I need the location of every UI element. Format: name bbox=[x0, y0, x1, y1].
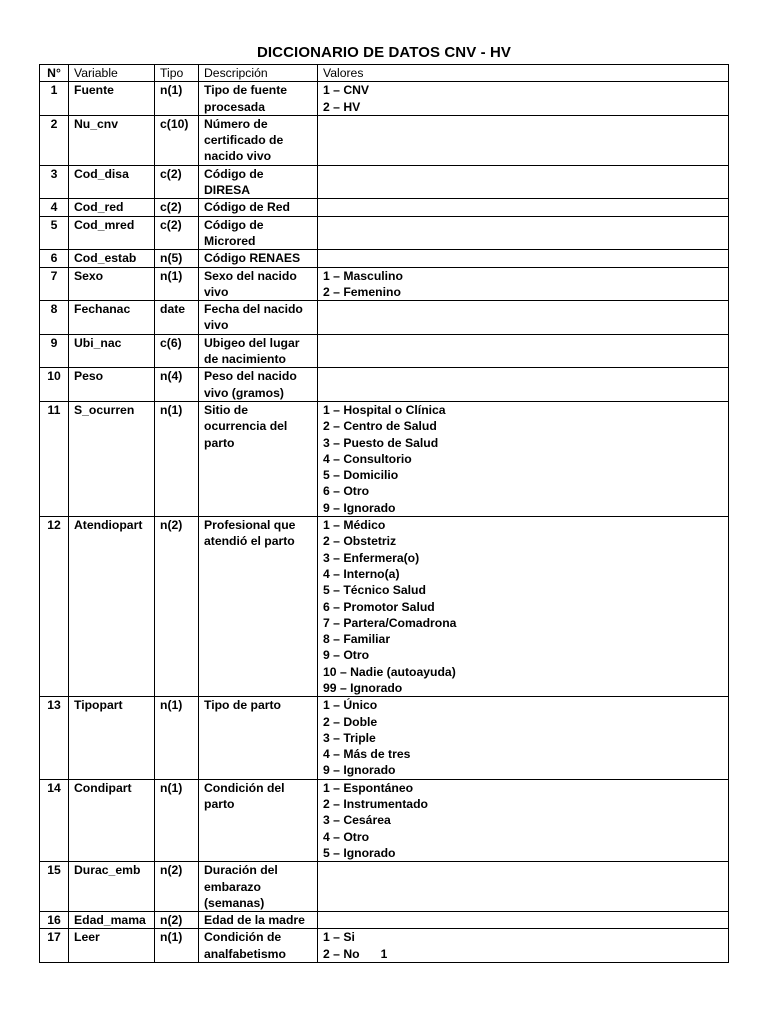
header-num: N° bbox=[40, 65, 69, 82]
cell-valores bbox=[318, 267, 729, 301]
cell-valores bbox=[318, 250, 729, 267]
value-option: 3 – Puesto de Salud bbox=[323, 435, 439, 450]
cell-tipo: n(1) bbox=[155, 929, 199, 963]
cell-descripcion: Tipo de parto bbox=[199, 697, 318, 779]
cell-variable: Condipart bbox=[69, 779, 155, 861]
table-row bbox=[40, 401, 729, 516]
cell-descripcion: Código RENAES bbox=[199, 250, 318, 267]
cell-num: 7 bbox=[40, 267, 69, 301]
value-option: 5 – Domicilio bbox=[323, 468, 399, 483]
cell-num: 2 bbox=[40, 115, 69, 165]
cell-valores bbox=[318, 82, 729, 116]
cell-descripcion: Peso del nacido vivo (gramos) bbox=[199, 368, 318, 402]
cell-descripcion: Fecha del nacido vivo bbox=[199, 301, 318, 335]
table-row bbox=[40, 267, 729, 301]
cell-descripcion: Sexo del nacido vivo bbox=[199, 267, 318, 301]
value-option: 4 – Consultorio bbox=[323, 451, 412, 466]
cell-valores bbox=[318, 862, 729, 912]
cell-valores bbox=[318, 368, 729, 402]
cell-descripcion: Condición de analfabetismo bbox=[199, 929, 318, 963]
cell-variable: Atendiopart bbox=[69, 517, 155, 697]
table-row bbox=[40, 301, 729, 335]
cell-variable: Fuente bbox=[69, 82, 155, 116]
value-option: 1 – Único bbox=[323, 698, 378, 713]
cell-descripcion: Ubigeo del lugar de nacimiento bbox=[199, 334, 318, 368]
table-row bbox=[40, 517, 729, 697]
cell-num: 5 bbox=[40, 216, 69, 250]
value-option: 3 – Enfermera(o) bbox=[323, 550, 420, 565]
value-option: 1 – Si bbox=[323, 930, 355, 945]
cell-num: 1 bbox=[40, 82, 69, 116]
cell-valores bbox=[318, 401, 729, 516]
value-option: 9 – Ignorado bbox=[323, 763, 396, 778]
cell-descripcion: Duración del embarazo (semanas) bbox=[199, 862, 318, 912]
cell-num: 6 bbox=[40, 250, 69, 267]
table-row bbox=[40, 862, 729, 912]
cell-tipo: n(1) bbox=[155, 267, 199, 301]
cell-num: 12 bbox=[40, 517, 69, 697]
value-option: 2 – No bbox=[323, 946, 360, 961]
value-option: 6 – Promotor Salud bbox=[323, 599, 435, 614]
table-row bbox=[40, 912, 729, 929]
header-valores: Valores bbox=[318, 65, 729, 82]
value-option: 8 – Familiar bbox=[323, 632, 391, 647]
cell-variable: Peso bbox=[69, 368, 155, 402]
cell-tipo: date bbox=[155, 301, 199, 335]
value-option: 10 – Nadie (autoayuda) bbox=[323, 664, 456, 679]
cell-descripcion: Número de certificado de nacido vivo bbox=[199, 115, 318, 165]
value-option: 1 – Hospital o Clínica bbox=[323, 402, 446, 417]
cell-valores bbox=[318, 517, 729, 697]
table-row bbox=[40, 250, 729, 267]
cell-descripcion: Código de Red bbox=[199, 199, 318, 216]
value-option: 9 – Ignorado bbox=[323, 500, 396, 515]
cell-variable: Cod_mred bbox=[69, 216, 155, 250]
cell-num: 15 bbox=[40, 862, 69, 912]
value-option: 6 – Otro bbox=[323, 484, 370, 499]
cell-variable: Fechanac bbox=[69, 301, 155, 335]
cell-tipo: c(2) bbox=[155, 199, 199, 216]
cell-tipo: n(2) bbox=[155, 912, 199, 929]
table-row bbox=[40, 82, 729, 116]
value-option: 2 – Femenino bbox=[323, 284, 401, 299]
cell-valores bbox=[318, 334, 729, 368]
table-row bbox=[40, 697, 729, 779]
value-option: 1 – Masculino bbox=[323, 268, 403, 283]
cell-tipo: n(2) bbox=[155, 517, 199, 697]
value-option: 2 – HV bbox=[323, 99, 361, 114]
table-row bbox=[40, 368, 729, 402]
table-body bbox=[40, 82, 729, 963]
value-option: 7 – Partera/Comadrona bbox=[323, 615, 457, 630]
cell-valores bbox=[318, 912, 729, 929]
cell-descripcion: Profesional que atendió el parto bbox=[199, 517, 318, 697]
cell-variable: Sexo bbox=[69, 267, 155, 301]
value-option: 3 – Cesárea bbox=[323, 813, 391, 828]
cell-variable: Ubi_nac bbox=[69, 334, 155, 368]
table-row bbox=[40, 779, 729, 861]
value-option: 4 – Más de tres bbox=[323, 747, 411, 762]
cell-variable: Cod_red bbox=[69, 199, 155, 216]
cell-num: 14 bbox=[40, 779, 69, 861]
cell-tipo: c(6) bbox=[155, 334, 199, 368]
table-row bbox=[40, 334, 729, 368]
cell-descripcion: Sitio de ocurrencia del parto bbox=[199, 401, 318, 516]
page-number: 1 bbox=[380, 947, 388, 961]
value-option: 5 – Técnico Salud bbox=[323, 583, 426, 598]
value-option: 2 – Centro de Salud bbox=[323, 419, 437, 434]
value-option: 2 – Instrumentado bbox=[323, 797, 428, 812]
header-variable: Variable bbox=[69, 65, 155, 82]
table-header-row bbox=[40, 65, 729, 82]
cell-valores bbox=[318, 199, 729, 216]
cell-valores bbox=[318, 115, 729, 165]
cell-variable: Edad_mama bbox=[69, 912, 155, 929]
header-descripcion: Descripción bbox=[199, 65, 318, 82]
value-option: 2 – Obstetriz bbox=[323, 534, 397, 549]
table-row bbox=[40, 165, 729, 199]
value-option: 4 – Interno(a) bbox=[323, 566, 400, 581]
cell-tipo: n(2) bbox=[155, 862, 199, 912]
value-option: 4 – Otro bbox=[323, 829, 370, 844]
value-option: 2 – Doble bbox=[323, 714, 378, 729]
cell-descripcion: Código de DIRESA bbox=[199, 165, 318, 199]
value-option: 99 – Ignorado bbox=[323, 680, 403, 695]
cell-variable: Tipopart bbox=[69, 697, 155, 779]
cell-tipo: c(2) bbox=[155, 165, 199, 199]
cell-descripcion: Edad de la madre bbox=[199, 912, 318, 929]
cell-descripcion: Condición del parto bbox=[199, 779, 318, 861]
cell-num: 9 bbox=[40, 334, 69, 368]
cell-descripcion: Código de Microred bbox=[199, 216, 318, 250]
cell-valores bbox=[318, 779, 729, 861]
cell-tipo: c(10) bbox=[155, 115, 199, 165]
cell-tipo: n(1) bbox=[155, 401, 199, 516]
cell-num: 3 bbox=[40, 165, 69, 199]
cell-variable: Nu_cnv bbox=[69, 115, 155, 165]
table-row bbox=[40, 216, 729, 250]
cell-valores bbox=[318, 216, 729, 250]
cell-num: 16 bbox=[40, 912, 69, 929]
cell-variable: S_ocurren bbox=[69, 401, 155, 516]
cell-num: 10 bbox=[40, 368, 69, 402]
cell-tipo: n(5) bbox=[155, 250, 199, 267]
data-dictionary-table bbox=[39, 64, 729, 963]
cell-num: 8 bbox=[40, 301, 69, 335]
table-row bbox=[40, 199, 729, 216]
cell-tipo: n(1) bbox=[155, 82, 199, 116]
value-option: 9 – Otro bbox=[323, 648, 370, 663]
cell-variable: Durac_emb bbox=[69, 862, 155, 912]
table-row bbox=[40, 115, 729, 165]
cell-variable: Cod_estab bbox=[69, 250, 155, 267]
value-option: 5 – Ignorado bbox=[323, 845, 396, 860]
cell-tipo: c(2) bbox=[155, 216, 199, 250]
cell-tipo: n(1) bbox=[155, 779, 199, 861]
cell-valores bbox=[318, 165, 729, 199]
cell-valores bbox=[318, 301, 729, 335]
cell-variable: Cod_disa bbox=[69, 165, 155, 199]
cell-variable: Leer bbox=[69, 929, 155, 963]
cell-tipo: n(4) bbox=[155, 368, 199, 402]
cell-valores bbox=[318, 697, 729, 779]
cell-num: 17 bbox=[40, 929, 69, 963]
cell-num: 11 bbox=[40, 401, 69, 516]
value-option: 3 – Triple bbox=[323, 730, 376, 745]
value-option: 1 – CNV bbox=[323, 83, 370, 98]
cell-tipo: n(1) bbox=[155, 697, 199, 779]
cell-descripcion: Tipo de fuente procesada bbox=[199, 82, 318, 116]
cell-num: 13 bbox=[40, 697, 69, 779]
cell-num: 4 bbox=[40, 199, 69, 216]
header-tipo: Tipo bbox=[155, 65, 199, 82]
document-title: DICCIONARIO DE DATOS CNV - HV bbox=[256, 44, 512, 61]
value-option: 1 – Espontáneo bbox=[323, 780, 414, 795]
value-option: 1 – Médico bbox=[323, 518, 386, 533]
